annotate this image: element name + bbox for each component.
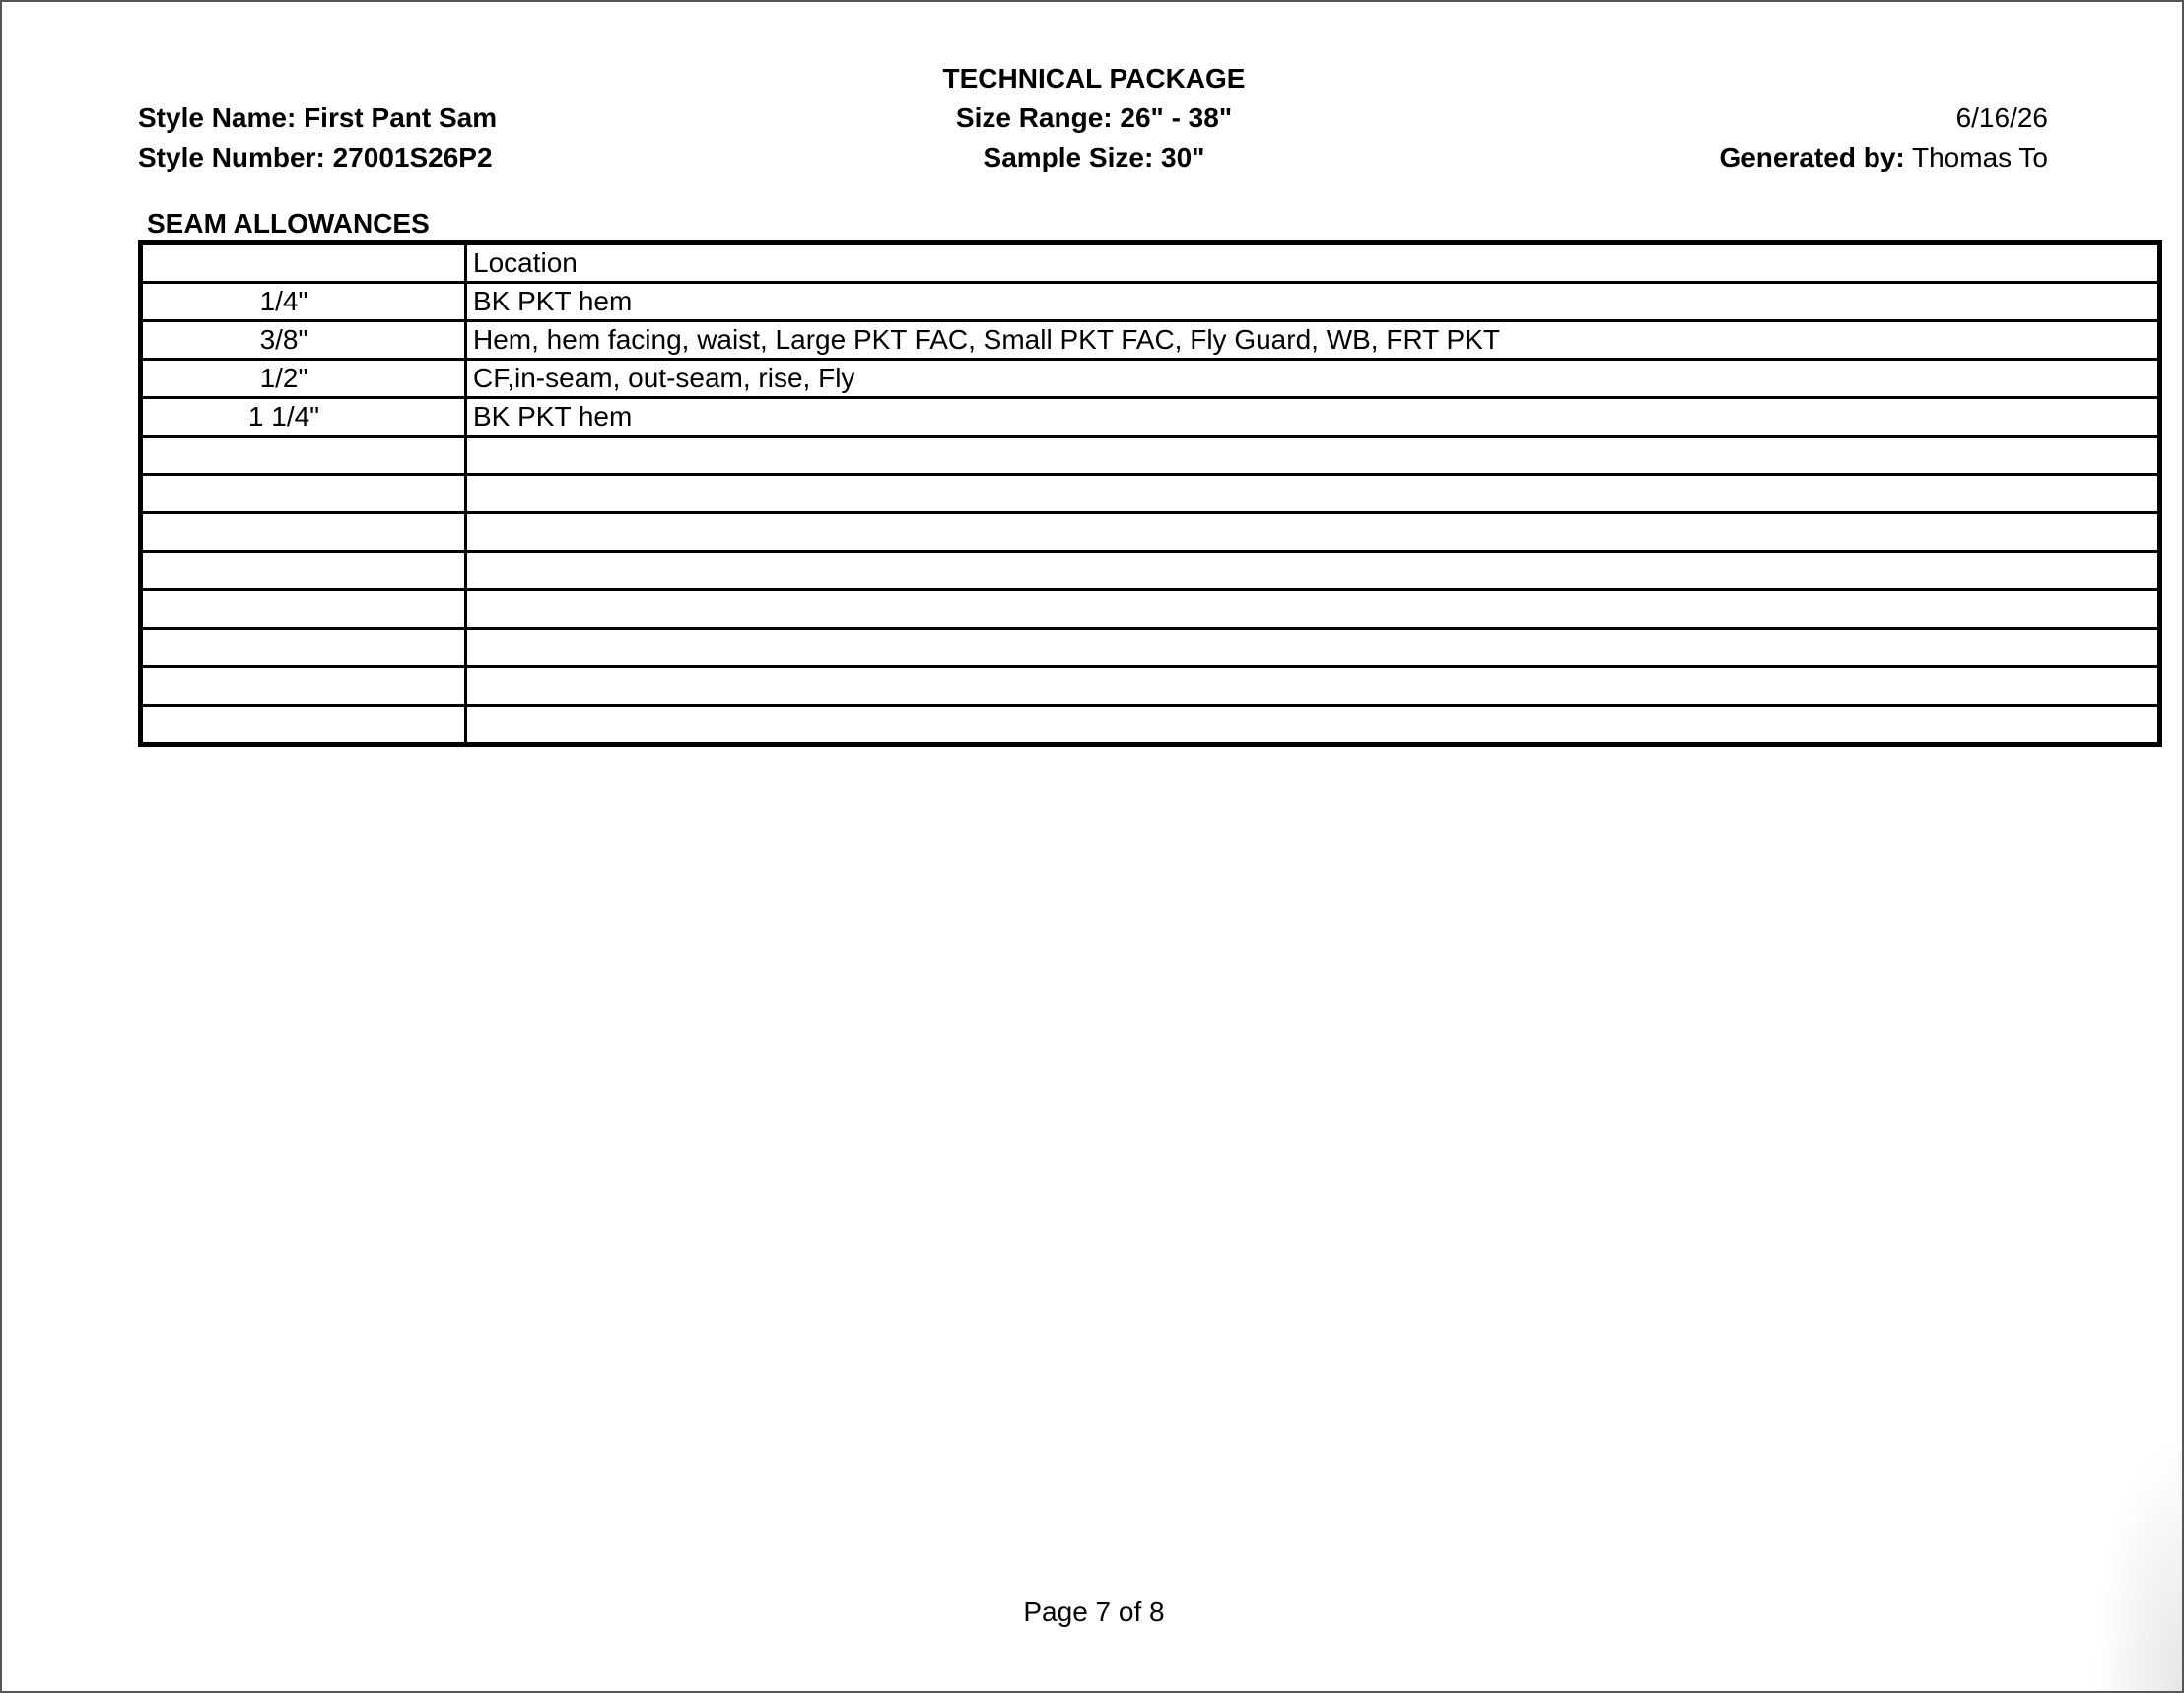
seam-location-cell xyxy=(466,437,2160,475)
generated-by-label: Generated by: xyxy=(1719,142,1905,172)
table-row xyxy=(141,475,2160,513)
seam-size-cell xyxy=(141,475,466,513)
generated-by xyxy=(1719,138,2048,177)
seam-location-cell: BK PKT hem xyxy=(466,283,2160,321)
seam-size-cell: 3/8" xyxy=(141,321,466,360)
page-number: Page 7 of 8 xyxy=(1023,1596,1165,1627)
table-row xyxy=(141,513,2160,552)
seam-location-cell xyxy=(466,629,2160,667)
table-row xyxy=(141,398,2160,437)
table-row xyxy=(141,590,2160,629)
seam-size-cell: 1/4" xyxy=(141,283,466,321)
seam-allowances-table xyxy=(138,240,2162,747)
seam-location-cell: CF,in-seam, out-seam, rise, Fly xyxy=(466,360,2160,398)
seam-location-cell xyxy=(466,706,2160,745)
seam-size-cell xyxy=(141,552,466,590)
table-row xyxy=(141,360,2160,398)
table-row xyxy=(141,321,2160,360)
generated-by-value: Thomas To xyxy=(1912,142,2048,172)
table-row xyxy=(141,552,2160,590)
document-date: 6/16/26 xyxy=(1955,102,2048,133)
table-row xyxy=(141,629,2160,667)
table-row xyxy=(141,667,2160,706)
style-info xyxy=(138,99,497,177)
size-range: Size Range: 26" - 38" xyxy=(955,102,1233,133)
seam-location-cell: Hem, hem facing, waist, Large PKT FAC, Small PKT FAC, Fly Guard, WB, FRT PKT xyxy=(466,321,2160,360)
seam-size-cell xyxy=(141,513,466,552)
seam-size-cell xyxy=(141,629,466,667)
seam-location-cell xyxy=(466,513,2160,552)
table-header-row xyxy=(141,243,2160,283)
header-size-cell xyxy=(141,243,466,283)
seam-size-cell xyxy=(141,590,466,629)
style-number: Style Number: 27001S26P2 xyxy=(138,142,493,172)
seam-location-cell xyxy=(466,475,2160,513)
seam-size-cell xyxy=(141,706,466,745)
seam-location-cell: BK PKT hem xyxy=(466,398,2160,437)
page-corner-shadow xyxy=(2093,1435,2182,1691)
table-row xyxy=(141,283,2160,321)
table-row xyxy=(141,706,2160,745)
header-location-cell: Location xyxy=(466,243,2160,283)
style-name: Style Name: First Pant Sam xyxy=(138,102,498,133)
section-title: SEAM ALLOWANCES xyxy=(147,208,430,238)
table-row xyxy=(141,437,2160,475)
generation-info xyxy=(1719,99,2048,177)
seam-location-cell xyxy=(466,667,2160,706)
document-title: TECHNICAL PACKAGE xyxy=(942,63,1246,94)
sample-size: Sample Size: 30" xyxy=(983,142,1205,172)
seam-location-cell xyxy=(466,552,2160,590)
seam-size-cell xyxy=(141,667,466,706)
package-info xyxy=(897,59,1291,177)
seam-location-cell xyxy=(466,590,2160,629)
seam-size-cell xyxy=(141,437,466,475)
seam-size-cell: 1 1/4" xyxy=(141,398,466,437)
seam-size-cell: 1/2" xyxy=(141,360,466,398)
